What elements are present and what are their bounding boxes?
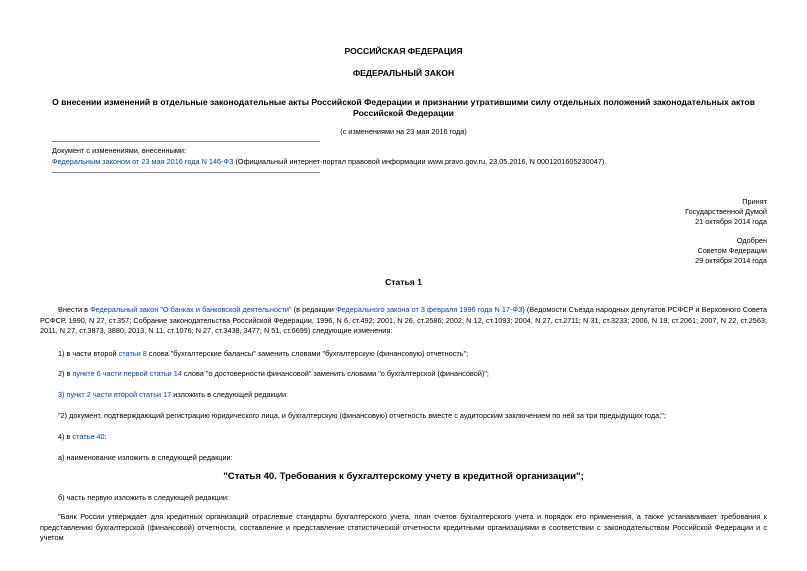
- list-item-2: 2) в пункте 6 части первой статьи 14 слова "о достоверности финансовой" заменить словами "о бухгалтерской (финансовой)";: [58, 369, 489, 378]
- council-date: 29 октября 2014 года: [695, 256, 767, 265]
- amendment-link[interactable]: Федеральным законом от 23 мая 2016 года N 146-ФЗ: [52, 157, 234, 166]
- country-heading: РОССИЙСКАЯ ФЕДЕРАЦИЯ: [344, 46, 463, 56]
- list-item-4: 4) в статье 40:: [58, 432, 107, 441]
- council-label: Советом Федерации: [697, 246, 767, 255]
- article-17-link[interactable]: 3) пункт 2 части второй статьи 17: [58, 390, 172, 399]
- sub-item-a: а) наименование изложить в следующей редакции:: [58, 453, 233, 462]
- amendments-line: [52, 157, 606, 166]
- duma-label: Государственной Думой: [685, 207, 767, 216]
- item-3-quote: "2) документ, подтверждающий регистрацию юридического лица, и бухгалтерскую (финансовую) отчетность вместе с аудиторским заключением по ней за три предыдущих года;";: [58, 411, 666, 420]
- law-link-banks[interactable]: Федеральный закон "О банках и банковской деятельности": [90, 305, 292, 314]
- amendments-label: Документ с изменениями, внесенными:: [52, 146, 186, 155]
- article-40-link[interactable]: статье 40: [72, 432, 105, 441]
- title-line-2: Российской Федерации: [353, 108, 454, 118]
- sub-item-b: б) часть первую изложить в следующей редакции:: [58, 493, 230, 502]
- amendment-source: (Официальный интернет-портал правовой информации www.pravo.gov.ru, 23.05.2016, N 0001201605230047).: [235, 157, 607, 166]
- revision-note: (с изменениями на 23 мая 2016 года): [340, 127, 467, 136]
- article-14-link[interactable]: пункте 6 части первой статьи 14: [72, 369, 182, 378]
- article-heading: Статья 1: [385, 277, 422, 287]
- title-line-1: О внесении изменений в отдельные законодательные акты Российской Федерации и признании утратившими силу отдельных положений законодательных актов: [52, 97, 755, 107]
- duma-date: 21 октября 2014 года: [695, 217, 767, 226]
- article-8-link[interactable]: статьи 8: [118, 349, 147, 358]
- approved-label: Одобрен: [736, 236, 767, 245]
- top-divider: [52, 141, 320, 142]
- law-link-1996[interactable]: Федерального закона от 3 февраля 1996 года N 17-ФЗ: [335, 305, 523, 314]
- bottom-divider: [52, 172, 320, 173]
- list-item-1: 1) в части второй статьи 8 слова "бухгалтерские балансы" заменить словами "бухгалтерскую (финансовую) отчетность";: [58, 349, 469, 358]
- list-item-3: 3) пункт 2 части второй статьи 17 изложить в следующей редакции:: [58, 390, 289, 399]
- doc-type-heading: ФЕДЕРАЛЬНЫЙ ЗАКОН: [352, 68, 455, 78]
- accepted-label: Принят: [742, 197, 767, 206]
- article-intro: Внести в Федеральный закон "О банках и банковской деятельности" (в редакции Федерального закона от 3 февраля 1996 года N 17-ФЗ) (Ведомости Съезда народных депутатов РСФСР и Верховного Совета РСФСР, 1990, N 27, ст.357; Собрание законодательства Российской Федерации, 1996, N 6, ст.492; 2001, N 26, ст.2586; 2002, N 12, ст.1093; 2004, N 27, ст.2711; N 31, ст.3233; 2006, N 19, ст.2061; 2007, N 22, ст.2563; 2011, N 27, ст.3873, 3880; 2013, N 11, ст.1076; N 27, ст.3438, 3477; N 51, ст.6699) следующие изменения:: [40, 305, 767, 335]
- article-40-quote: "Банк России утверждает для кредитных организаций отраслевые стандарты бухгалтерского учета, план счетов бухгалтерского учета и порядок его применения, а также устанавливает требования к представлению бухгалтерской (финансовой) отчетности, составление и представление статистической отчетности кредитными организациями в соответствии с законодательством Российской Федерации и с учетом: [40, 512, 767, 542]
- article-40-heading: "Статья 40. Требования к бухгалтерскому учету в кредитной организации";: [223, 471, 584, 482]
